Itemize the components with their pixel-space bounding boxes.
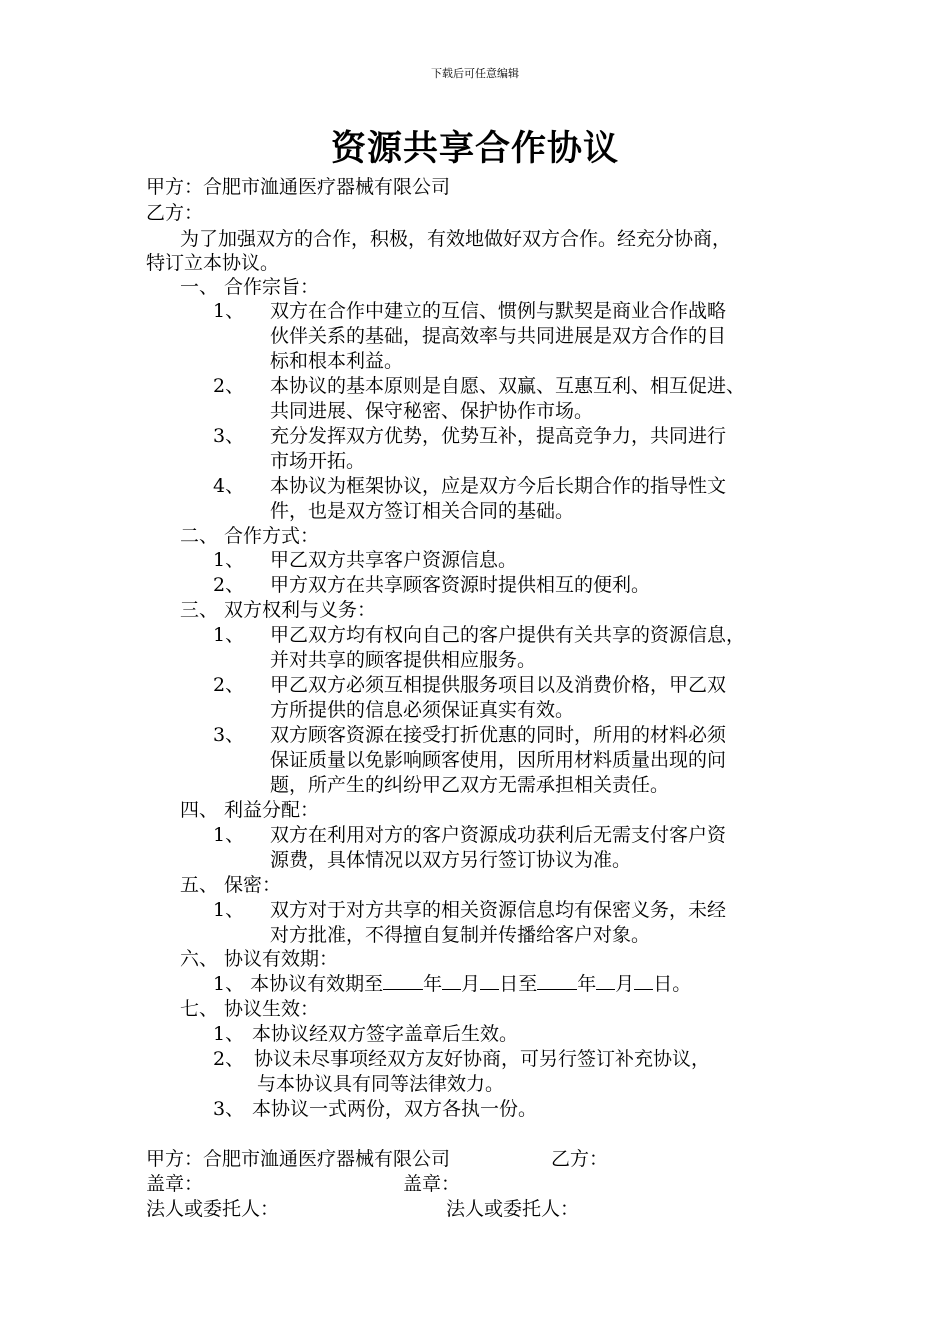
item-text: 协议未尽事项经双方友好协商，可另行签订补充协议，	[254, 1048, 711, 1070]
item-text: 源费，具体情况以双方另行签订协议为准。	[270, 849, 632, 871]
representative-label-a: 法人或委托人：	[146, 1198, 280, 1220]
representative-label-b: 法人或委托人：	[446, 1198, 580, 1220]
item-text: 本协议为框架协议，应是双方今后长期合作的指导性文	[270, 475, 727, 497]
item-number: 3、	[213, 425, 245, 447]
validity-text: 日。	[653, 973, 692, 995]
item-text: 标和根本利益。	[270, 350, 404, 372]
item-text: 保证质量以免影响顾客使用，因所用材料质量出现的问	[270, 749, 727, 771]
blank-year	[537, 971, 577, 990]
item-number: 1、	[213, 624, 245, 646]
party-b-line: 乙方：	[146, 202, 204, 224]
item-text: 与本协议具有同等法律效力。	[257, 1073, 505, 1095]
download-note: 下载后可任意编辑	[431, 67, 519, 80]
validity-text: 年	[577, 973, 597, 995]
validity-text: 月	[615, 973, 635, 995]
item-text: 共同进展、保守秘密、保护协作市场。	[270, 400, 594, 422]
item-number: 1、	[213, 1023, 245, 1045]
item-text: 对方批准，不得擅自复制并传播给客户对象。	[270, 924, 651, 946]
item-number: 1、	[213, 549, 245, 571]
section-heading: 三、 双方权利与义务：	[180, 599, 377, 621]
item-text: 件，也是双方签订相关合同的基础。	[270, 500, 575, 522]
item-number: 1、	[213, 300, 245, 322]
validity-period-line	[213, 971, 691, 997]
blank-day	[480, 971, 499, 990]
item-number: 3、	[213, 724, 245, 746]
seal-label-b: 盖章：	[403, 1173, 461, 1195]
item-text: 充分发挥双方优势，优势互补，提高竞争力，共同进行	[270, 425, 727, 447]
validity-text: 年	[423, 973, 443, 995]
item-text: 本协议的基本原则是自愿、双赢、互惠互利、相互促进、	[270, 375, 746, 397]
section-heading: 一、 合作宗旨：	[180, 276, 320, 298]
blank-month	[442, 971, 461, 990]
item-text: 方所提供的信息必须保证真实有效。	[270, 699, 575, 721]
item-number: 2、	[213, 375, 245, 397]
item-text: 双方顾客资源在接受打折优惠的同时，所用的材料必须	[270, 724, 727, 746]
item-text: 并对共享的顾客提供相应服务。	[270, 649, 537, 671]
item-text: 甲乙双方均有权向自己的客户提供有关共享的资源信息，	[270, 624, 746, 646]
item-number: 1、	[213, 824, 245, 846]
item-text: 题，所产生的纠纷甲乙双方无需承担相关责任。	[270, 774, 670, 796]
item-text: 甲乙双方必须互相提供服务项目以及消费价格，甲乙双	[270, 674, 727, 696]
section-heading: 五、 保密：	[180, 874, 282, 896]
item-number: 2、	[213, 674, 245, 696]
item-number: 1、	[213, 973, 245, 995]
blank-month	[596, 971, 615, 990]
item-text: 甲方双方在共享顾客资源时提供相互的便利。	[270, 574, 651, 596]
item-number: 1、	[213, 899, 245, 921]
validity-text: 本协议有效期至	[250, 973, 384, 995]
item-number: 3、	[213, 1098, 245, 1120]
intro-line: 为了加强双方的合作，积极，有效地做好双方合作。经充分协商，	[180, 228, 732, 250]
item-text: 本协议一式两份，双方各执一份。	[252, 1098, 538, 1120]
item-text: 伙伴关系的基础，提高效率与共同进展是双方合作的目	[270, 325, 727, 347]
seal-label-a: 盖章：	[146, 1173, 204, 1195]
blank-day	[634, 971, 653, 990]
item-number: 4、	[213, 475, 245, 497]
item-text: 甲乙双方共享客户资源信息。	[270, 549, 518, 571]
signature-party-a: 甲方：合肥市洫通医疗器械有限公司	[146, 1148, 451, 1170]
section-heading: 二、 合作方式：	[180, 525, 320, 547]
signature-party-b: 乙方：	[551, 1148, 609, 1170]
item-number: 2、	[213, 574, 245, 596]
item-text: 本协议经双方签字盖章后生效。	[252, 1023, 519, 1045]
validity-text: 日至	[499, 973, 538, 995]
item-text: 双方在合作中建立的互信、惯例与默契是商业合作战略	[270, 300, 727, 322]
section-heading: 七、 协议生效：	[180, 998, 320, 1020]
intro-line: 特订立本协议。	[146, 252, 280, 274]
item-text: 双方在利用对方的客户资源成功获利后无需支付客户资	[270, 824, 727, 846]
section-heading: 六、 协议有效期：	[180, 948, 339, 970]
item-text: 双方对于对方共享的相关资源信息均有保密义务，未经	[270, 899, 727, 921]
blank-year	[383, 971, 423, 990]
item-text: 市场开拓。	[270, 450, 366, 472]
section-heading: 四、 利益分配：	[180, 799, 320, 821]
item-number: 2、	[213, 1048, 245, 1070]
party-a-line: 甲方：合肥市洫通医疗器械有限公司	[146, 176, 451, 198]
validity-text: 月	[461, 973, 481, 995]
document-title: 资源共享合作协议	[330, 128, 619, 169]
